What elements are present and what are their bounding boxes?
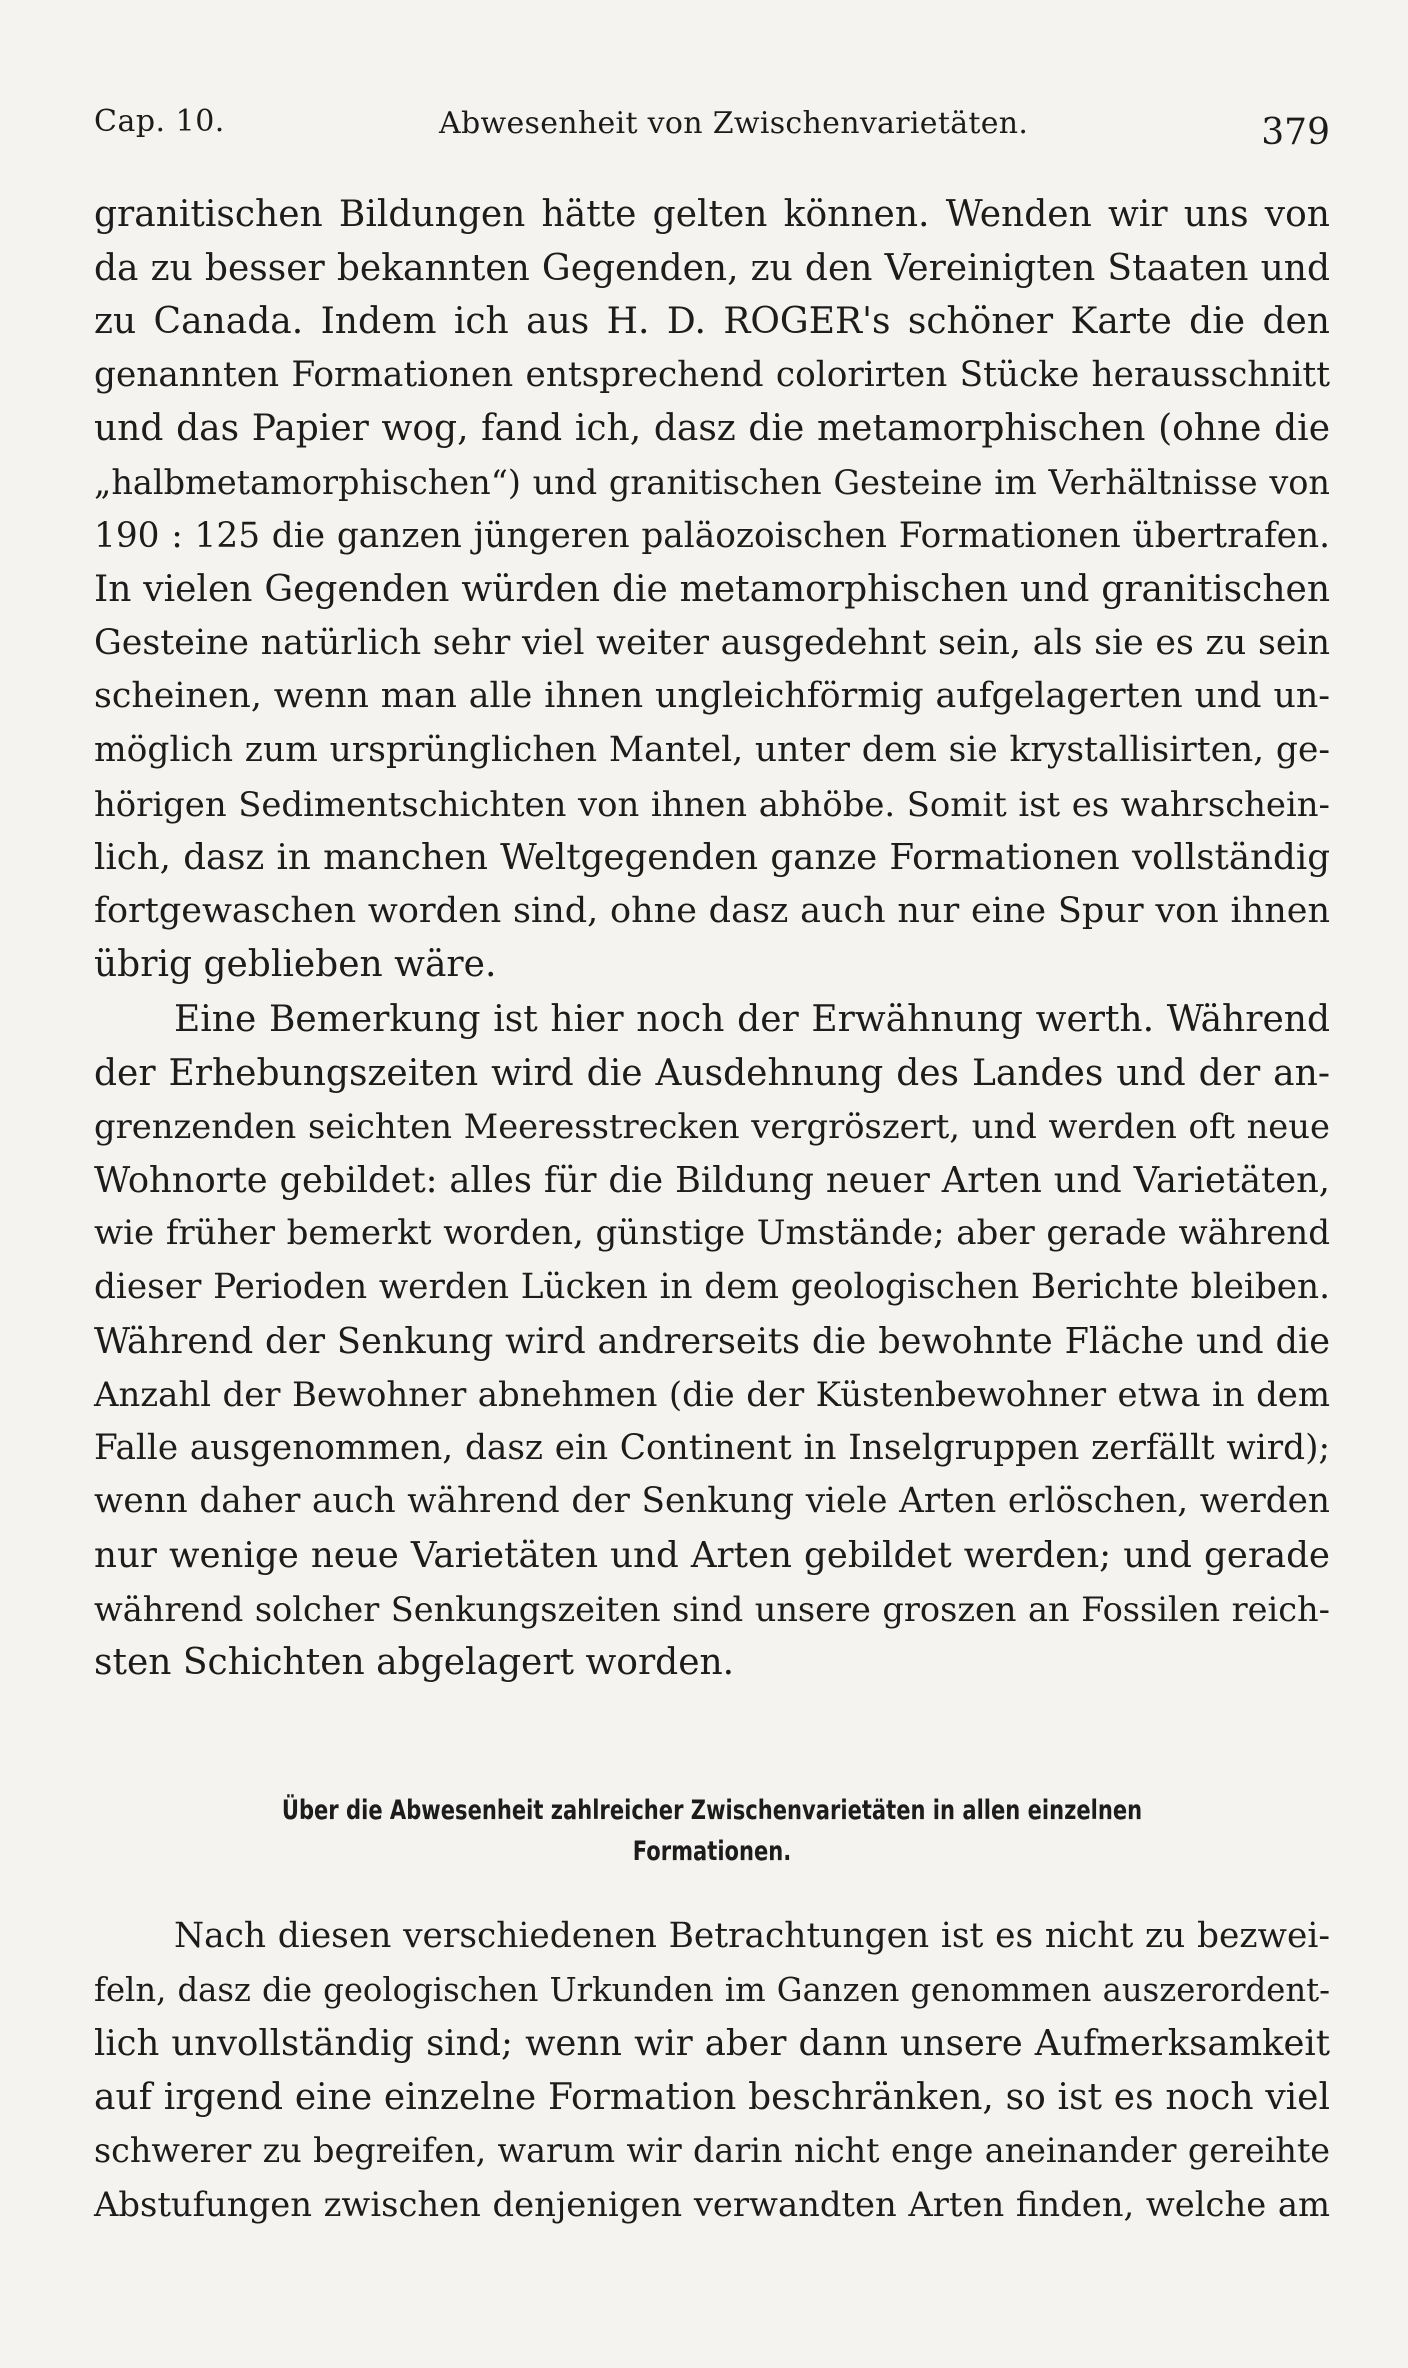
text-line: Wohnorte gebildet: alles für die Bildung neuer Arten und Varietäten, [94, 1159, 1330, 1201]
page-number: 379 [1261, 112, 1330, 153]
text-line: und das Papier wog, fand ich, dasz die metamorphischen (ohne die [94, 408, 1330, 450]
text-line: sten Schichten abgelagert worden. [94, 1642, 735, 1684]
text-line: da zu besser bekannten Gegenden, zu den Vereinigten Staaten und [94, 247, 1330, 289]
text-line: auf irgend eine einzelne Formation beschränken, so ist es noch viel [94, 2076, 1330, 2118]
text-line: Während der Senkung wird andrerseits die bewohnte Fläche und die [94, 1320, 1330, 1362]
text-line: genannten Formationen entsprechend colorirten Stücke herausschnitt [94, 354, 1330, 395]
text-line: lich unvollständig sind; wenn wir aber dann unsere Aufmerksamkeit [94, 2023, 1330, 2065]
text-line: „halbmetamorphischen“) und granitischen Gesteine im Verhältnisse von [94, 462, 1330, 502]
text-line: übrig geblieben wäre. [94, 944, 497, 986]
text-line: der Erhebungszeiten wird die Ausdehnung des Landes und der an- [94, 1052, 1330, 1094]
text-line: wenn daher auch während der Senkung viele Arten erlöschen, werden [94, 1481, 1330, 1522]
text-line: hörigen Sedimentschichten von ihnen abhöbe. Somit ist es wahrschein- [94, 784, 1330, 824]
text-line: Falle ausgenommen, dasz ein Continent in Inselgruppen zerfällt wird); [94, 1427, 1330, 1468]
running-title: Abwesenheit von Zwischenvarietäten. [439, 106, 1029, 141]
text-line: Eine Bemerkung ist hier noch der Erwähnung werth. Während [174, 999, 1330, 1040]
section-heading-line: Formationen. [632, 1836, 792, 1867]
text-line: granitischen Bildungen hätte gelten können. Wenden wir uns von [94, 194, 1330, 235]
running-header [94, 98, 1330, 158]
text-line: zu Canada. Indem ich aus H. D. ROGER's schöner Karte die den [94, 301, 1330, 343]
text-line: feln, dasz die geologischen Urkunden im Ganzen genommen auszerordent- [94, 1970, 1330, 2009]
paragraph-continuation [94, 188, 1330, 992]
text-line: möglich zum ursprünglichen Mantel, unter dem sie krystallisirten, ge- [94, 729, 1330, 770]
paragraph-bemerkung [94, 993, 1330, 1690]
section-heading [94, 1790, 1330, 1872]
text-line: Abstufungen zwischen denjenigen verwandten Arten finden, welche am [94, 2184, 1330, 2224]
text-line: Nach diesen verschiedenen Betrachtungen ist es nicht zu bezwei- [174, 1916, 1330, 1956]
chapter-label: Cap. 10. [94, 104, 225, 139]
text-line: dieser Perioden werden Lücken in dem geologischen Berichte bleiben. [94, 1266, 1330, 1307]
text-line: 190 : 125 die ganzen jüngeren paläozoischen Formationen übertrafen. [94, 515, 1330, 556]
section-heading-line: Über die Abwesenheit zahlreicher Zwischenvarietäten in allen einzelnen [281, 1795, 1143, 1826]
text-line: Gesteine natürlich sehr viel weiter ausgedehnt sein, als sie es zu sein [94, 622, 1330, 663]
text-line: schwerer zu begreifen, warum wir darin nicht enge aneinander gereihte [94, 2131, 1330, 2171]
paragraph-betrachtungen [94, 1910, 1330, 2232]
text-line: Anzahl der Bewohner abnehmen (die der Küstenbewohner etwa in dem [94, 1375, 1330, 1415]
text-line: scheinen, wenn man alle ihnen ungleichförmig aufgelagerten und un- [94, 676, 1330, 717]
text-line: nur wenige neue Varietäten und Arten gebildet werden; und gerade [94, 1534, 1330, 1576]
text-line: während solcher Senkungszeiten sind unsere groszen an Fossilen reich- [94, 1589, 1330, 1629]
text-line: grenzenden seichten Meeresstrecken vergröszert, und werden oft neue [94, 1107, 1330, 1147]
text-line: wie früher bemerkt worden, günstige Umstände; aber gerade während [94, 1213, 1330, 1254]
text-line: lich, dasz in manchen Weltgegenden ganze Formationen vollständig [94, 837, 1330, 879]
text-line: fortgewaschen worden sind, ohne dasz auch nur eine Spur von ihnen [94, 890, 1330, 931]
text-line: In vielen Gegenden würden die metamorphischen und granitischen [94, 569, 1330, 611]
